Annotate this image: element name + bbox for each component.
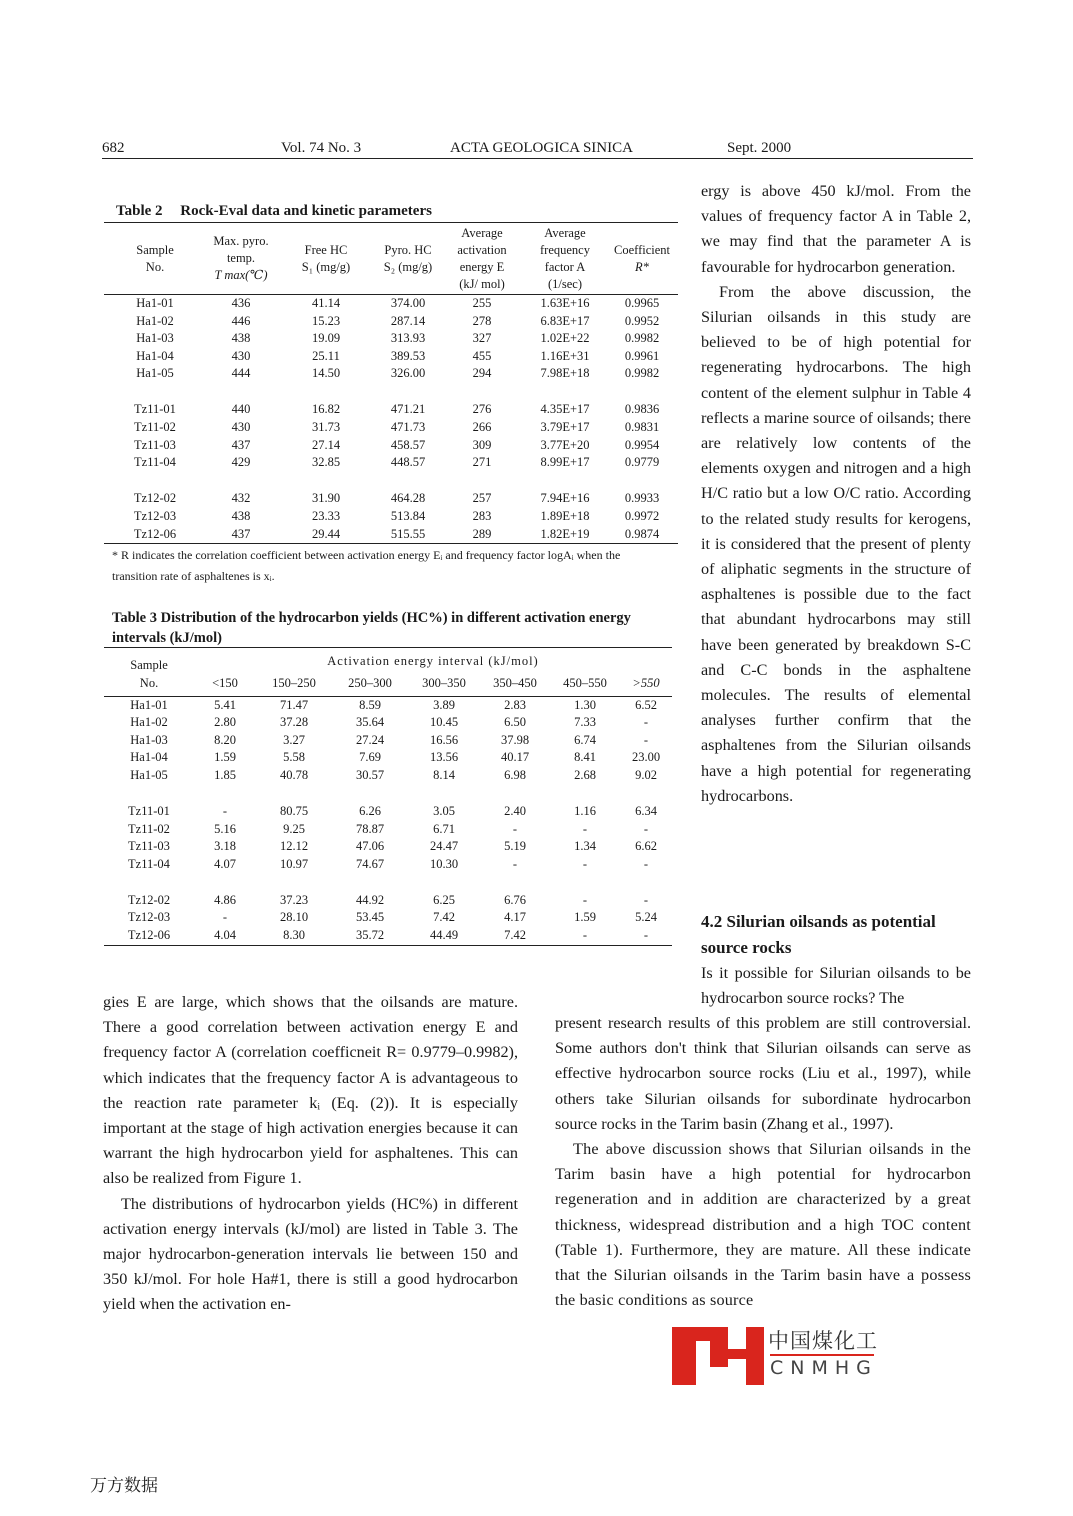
table-cell: 6.50 (504, 715, 526, 730)
running-header (102, 140, 973, 159)
table-cell: 9.25 (283, 821, 305, 836)
col-sample: Sample No. (136, 242, 174, 274)
table-row (104, 295, 678, 313)
col-group-interval: Activation energy interval (kJ/mol) (327, 654, 539, 668)
table-cell: 313.93 (390, 331, 426, 346)
table-cell: 47.06 (355, 839, 385, 854)
col-interval: 300–350 (422, 675, 466, 690)
table-cell: 278 (472, 313, 492, 328)
table-cell: 7.33 (574, 715, 596, 730)
table-cell: - (582, 892, 588, 907)
table-cell: Tz11-02 (128, 821, 170, 836)
table-cell: 8.41 (574, 750, 596, 765)
col-frequency: Average frequency factor A (1/sec) (540, 225, 590, 291)
table-cell: 455 (472, 348, 492, 363)
table-cell: 80.75 (279, 803, 309, 818)
table-cell: 5.58 (283, 750, 305, 765)
table3-header (104, 648, 672, 697)
table-cell: 436 (231, 296, 251, 310)
col-energy: Average activation energy E (kJ/ mol) (457, 225, 507, 291)
table-cell: 40.78 (279, 767, 309, 782)
table-cell: 471.73 (390, 420, 426, 435)
table-cell: 430 (231, 348, 251, 363)
table-row (104, 696, 672, 714)
group-spacer (104, 383, 678, 402)
table-cell: 4.04 (214, 928, 236, 943)
table-cell: 6.34 (635, 803, 657, 818)
table2-footnote (112, 545, 682, 587)
table-cell: Tz11-04 (134, 455, 176, 470)
table-cell: 6.76 (504, 892, 526, 907)
table-cell: 430 (231, 420, 251, 435)
table-cell: 13.56 (429, 750, 459, 765)
table-row (104, 927, 672, 945)
table-cell: Tz12-03 (133, 508, 177, 523)
table-cell: 10.30 (429, 856, 459, 871)
col-s1: Free HC S₁ (mg/g) (301, 242, 351, 274)
table2-caption (116, 203, 432, 220)
table-cell: Ha1-01 (136, 296, 174, 310)
logo-divider (770, 1354, 874, 1356)
table-cell: 8.59 (359, 697, 381, 712)
table2-rock-eval (104, 222, 678, 544)
group-spacer (104, 472, 678, 491)
footer-source: 万方数据 (90, 1476, 158, 1496)
table-cell: 294 (472, 366, 492, 381)
table-cell: 7.69 (359, 750, 381, 765)
table-cell: 44.92 (355, 892, 385, 907)
table-cell: 2.83 (504, 697, 526, 712)
table-cell: 28.10 (279, 910, 309, 925)
table-cell: Tz11-03 (128, 839, 170, 854)
section-heading: 4.2 Silurian oilsands as potential source rocks (701, 912, 936, 957)
table-row (104, 401, 678, 419)
table-cell: 9.02 (635, 767, 657, 782)
table-cell: 1.82E+19 (540, 526, 590, 541)
logo-chinese-text: 中国煤化工 (768, 1329, 878, 1353)
table-cell: - (643, 732, 649, 747)
page-number: 682 (102, 140, 125, 156)
table-cell: 16.82 (311, 402, 341, 417)
issue-date: Sept. 2000 (727, 140, 792, 156)
table-cell: Ha1-05 (136, 366, 174, 381)
table-cell: Tz12-02 (127, 892, 171, 907)
table-cell: 0.9965 (624, 296, 660, 310)
table-cell: 4.86 (214, 892, 236, 907)
lower-right-text (555, 1011, 971, 1313)
table-cell: 1.34 (574, 839, 596, 854)
table3-caption (112, 608, 631, 648)
table-cell: 0.9831 (624, 420, 660, 435)
table-row (104, 313, 678, 331)
table-cell: 8.99E+17 (540, 455, 590, 470)
table-cell: 6.74 (574, 732, 596, 747)
table-cell: 32.85 (311, 455, 341, 470)
table-cell: 3.77E+20 (540, 437, 590, 452)
table-cell: 6.25 (433, 892, 455, 907)
table-cell: 12.12 (279, 839, 309, 854)
table-cell: 4.07 (214, 856, 236, 871)
footnote-line: transition rate of asphaltenes is xᵢ. (112, 569, 275, 583)
table-cell: 8.14 (433, 767, 455, 782)
table-cell: 7.94E+16 (540, 491, 590, 506)
col-interval: <150 (212, 675, 238, 690)
logo-bar (746, 1327, 764, 1385)
table-cell: Ha1-05 (130, 767, 168, 782)
table-cell: 432 (231, 491, 251, 506)
table-cell: 0.9982 (624, 366, 660, 381)
table-cell: 14.50 (311, 366, 341, 381)
group-spacer (104, 784, 672, 803)
table-cell: - (643, 821, 649, 836)
table-cell: 1.89E+18 (540, 508, 590, 523)
table-cell: 444 (231, 366, 251, 381)
left-text-column (103, 990, 518, 1318)
table-cell: - (222, 910, 228, 925)
table-cell: 515.55 (390, 526, 426, 541)
right-text-column (701, 179, 971, 809)
col-s2: Pyro. HC S₂ (mg/g) (383, 242, 433, 274)
table-cell: 16.56 (429, 732, 459, 747)
table-cell: 6.26 (359, 803, 381, 818)
table-cell: 78.87 (355, 821, 385, 836)
table-cell: Ha1-04 (136, 348, 174, 363)
table-row (104, 454, 678, 472)
table-cell: 437 (231, 526, 251, 541)
table-cell: - (512, 856, 518, 871)
col-interval: 450–550 (563, 675, 607, 690)
table-cell: 7.42 (433, 910, 455, 925)
table-cell: 25.11 (312, 348, 340, 363)
table-cell: Ha1-01 (130, 697, 168, 712)
table-cell: 374.00 (390, 296, 426, 310)
table-cell: 3.89 (433, 697, 455, 712)
col-sample: Sample No. (130, 657, 168, 690)
table-row (104, 732, 672, 750)
table-cell: Tz12-06 (127, 928, 171, 943)
table-cell: 27.14 (311, 437, 341, 452)
table-row (104, 490, 678, 508)
table3-body (104, 696, 672, 945)
table-cell: 37.28 (279, 715, 309, 730)
table-cell: 513.84 (390, 508, 426, 523)
table-cell: 0.9961 (624, 348, 660, 363)
table2-title: Rock-Eval data and kinetic parameters (180, 203, 432, 219)
table-cell: 40.17 (500, 750, 530, 765)
table-row (104, 892, 672, 910)
table-cell: 10.97 (279, 856, 309, 871)
table-cell: 6.98 (504, 767, 526, 782)
table-cell: 41.14 (311, 296, 341, 310)
table-cell: 1.59 (574, 910, 596, 925)
table-cell: 31.73 (311, 420, 341, 435)
paragraph: gies E are large, which shows that the oilsands are mature. There a good correlation between activation energy E and frequency factor A (correlation coefficneit R= 0.9779–0.9982), which indicates that the frequency factor A is advantageous to the reaction rate parameter kᵢ (Eq. (2)). It is especially important at the stage of high activation energies because it can warrant the high hydrocarbon yield for asphaltenes. This can also be realized from Figure 1. (103, 993, 518, 1188)
table-cell: - (582, 856, 588, 871)
table-cell: 1.59 (214, 750, 236, 765)
table-cell: 7.98E+18 (540, 366, 590, 381)
col-interval: 150–250 (272, 675, 316, 690)
table-row (104, 767, 672, 785)
table-cell: 389.53 (390, 348, 426, 363)
table-cell: 4.35E+17 (540, 402, 590, 417)
table-cell: 255 (472, 296, 492, 310)
table-cell: 5.24 (635, 910, 657, 925)
table-cell: Tz11-01 (128, 803, 170, 818)
table-cell: 31.90 (311, 491, 341, 506)
logo-bar (710, 1327, 728, 1367)
table-cell: 23.00 (631, 750, 661, 765)
table-cell: 1.02E+22 (540, 331, 590, 346)
table-row (104, 749, 672, 767)
paragraph: The above discussion shows that Silurian oilsands in the Tarim basin have a high potential for hydrocarbon regeneration and in addition are characterized by a great thickness, widespread distribution and a high TOC content (Table 1). Furthermore, they are mature. All these indicate that the Silurian oilsands in the Tarim basin have a possess the basic conditions as source (555, 1140, 971, 1310)
table-cell: 6.83E+17 (540, 313, 590, 328)
col-interval: 350–450 (493, 675, 537, 690)
paragraph: From the above discussion, the Silurian oilsands in this study are believed to be of high potential for regenerating hydrocarbons. The high content of the element sulphur in Table 4 reflects a marine source of oilsands; there are relatively low contents of the elements oxygen and nitrogen and a high H/C ratio but a low O/C ratio. According to the related study results for kerogens, it is considered that the present of plenty of aliphatic segments in the structure of asphaltenes is possible due to the fact that abundant hydrocarbons may still have been generated by breakdown S-C and C-C bonds in the asphaltene molecules. The results of elemental analyses further confirm that the asphaltenes from the Silurian oilsands have a high potential for regenerating hydrocarbons. (701, 282, 971, 805)
table-cell: 1.16E+31 (540, 348, 590, 363)
table-cell: 2.80 (214, 715, 236, 730)
table-cell: 287.14 (390, 313, 426, 328)
cnmhg-logo (672, 1327, 882, 1387)
col-coefficient: Coefficient R* (614, 242, 670, 274)
table-cell: 35.64 (355, 715, 385, 730)
table-cell: 464.28 (390, 491, 426, 506)
table-cell: - (222, 803, 228, 818)
table-cell: 5.19 (504, 839, 526, 854)
table-cell: Tz12-03 (127, 910, 171, 925)
volume-issue: Vol. 74 No. 3 (281, 140, 362, 156)
table-cell: 1.63E+16 (540, 296, 590, 310)
table-cell: 35.72 (355, 928, 385, 943)
table-cell: 283 (472, 508, 492, 523)
table-cell: Ha1-03 (130, 732, 168, 747)
table-cell: 429 (231, 455, 251, 470)
table-cell: 437 (231, 437, 251, 452)
table-cell: Ha1-04 (130, 750, 168, 765)
table-cell: 3.27 (283, 732, 305, 747)
table3-caption-line: Table 3 Distribution of the hydrocarbon yields (HC%) in different activation energy (112, 610, 631, 626)
table-cell: 74.67 (355, 856, 385, 871)
table-cell: 1.85 (214, 767, 236, 782)
paragraph: ergy is above 450 kJ/mol. From the values of frequency factor A in Table 2, we may find that the parameter A is favourable for hydrocarbon generation. (701, 182, 971, 276)
table-cell: 10.45 (429, 715, 459, 730)
table-cell: Ha1-02 (136, 313, 174, 328)
table-cell: Tz11-03 (134, 437, 176, 452)
col-interval: 250–300 (348, 675, 392, 690)
col-tmax: Max. pyro. temp. T max(℃) (213, 234, 269, 282)
table-cell: - (643, 892, 649, 907)
table-cell: 15.23 (311, 313, 341, 328)
table-cell: 8.30 (283, 928, 305, 943)
table-cell: Tz11-01 (134, 402, 176, 417)
table3-caption-line: intervals (kJ/mol) (112, 630, 222, 646)
table-cell: 24.47 (429, 839, 459, 854)
table-cell: 446 (231, 313, 251, 328)
table-cell: Tz12-02 (133, 491, 177, 506)
table-cell: - (643, 715, 649, 730)
table-cell: 30.57 (355, 767, 385, 782)
table-row (104, 330, 678, 348)
table-cell: 29.44 (311, 526, 341, 541)
table-row (104, 348, 678, 366)
table-cell: 3.18 (214, 839, 236, 854)
table-cell: 0.9779 (624, 455, 660, 470)
table-row (104, 909, 672, 927)
table-row (104, 508, 678, 526)
table-cell: Tz11-04 (128, 856, 170, 871)
table-cell: 27.24 (355, 732, 385, 747)
paragraph-start: Is it possible for Silurian oilsands to be hydrocarbon source rocks? The (701, 964, 971, 1008)
table-row (104, 856, 672, 874)
table-cell: 8.20 (214, 732, 236, 747)
paragraph: present research results of this problem are still controversial. Some authors don't think that Silurian oilsands can serve as effective hydrocarbon source rocks (Liu et al., 1997), while others take Silurian oilsands for subordinate hydrocarbon source rocks in the Tarim basin (Zhang et al., 1997). (555, 1014, 971, 1133)
table-cell: 3.79E+17 (540, 420, 590, 435)
table-row (104, 821, 672, 839)
table-row (104, 838, 672, 856)
table-cell: 6.62 (635, 839, 657, 854)
table-cell: 326.00 (390, 366, 426, 381)
col-interval: >550 (632, 675, 660, 690)
table-cell: Tz12-06 (133, 526, 177, 541)
table-cell: - (582, 821, 588, 836)
table-cell: 0.9954 (624, 437, 660, 452)
table-cell: Ha1-02 (130, 715, 168, 730)
table-row (104, 365, 678, 383)
table-cell: 5.16 (214, 821, 236, 836)
table-cell: 6.52 (635, 697, 657, 712)
table-cell: 309 (472, 437, 492, 452)
table-row (104, 419, 678, 437)
table-cell: 2.68 (574, 767, 596, 782)
table3-hc-yields (104, 647, 672, 946)
table-row (104, 714, 672, 732)
logo-english-text: CNMHG (770, 1357, 878, 1379)
table-cell: Ha1-03 (136, 331, 174, 346)
table-cell: 37.23 (279, 892, 309, 907)
table-cell: 44.49 (429, 928, 459, 943)
table-cell: 5.41 (214, 697, 236, 712)
table-cell: 23.33 (311, 508, 341, 523)
table-row (104, 526, 678, 544)
table-cell: 0.9933 (624, 491, 660, 506)
table2-label: Table 2 (116, 203, 163, 219)
table-cell: 276 (472, 402, 492, 417)
table-cell: 2.40 (504, 803, 526, 818)
table-cell: 37.98 (500, 732, 530, 747)
table-cell: 266 (472, 420, 492, 435)
table-cell: - (582, 928, 588, 943)
table-cell: 4.17 (504, 910, 526, 925)
table-cell: - (643, 928, 649, 943)
table2-header (104, 223, 678, 295)
table-cell: 0.9836 (624, 402, 660, 417)
table-cell: 1.30 (574, 697, 596, 712)
table-cell: 289 (472, 526, 492, 541)
table-cell: 471.21 (390, 402, 426, 417)
table-cell: 257 (472, 491, 492, 506)
table-cell: 0.9952 (624, 313, 660, 328)
table2-body (104, 295, 678, 544)
journal-name: ACTA GEOLOGICA SINICA (450, 140, 633, 156)
footnote-line: * R indicates the correlation coefficient between activation energy Eᵢ and frequency factor logAᵢ when the (112, 548, 621, 562)
table-cell: 19.09 (311, 331, 341, 346)
table-cell: 71.47 (279, 697, 309, 712)
table-cell: 6.71 (433, 821, 455, 836)
table-cell: 53.45 (355, 910, 385, 925)
table-row (104, 803, 672, 821)
table-cell: 0.9982 (624, 331, 660, 346)
table-cell: 458.57 (390, 437, 426, 452)
table-cell: 7.42 (504, 928, 526, 943)
table-cell: 438 (231, 508, 251, 523)
table-cell: 1.16 (574, 803, 596, 818)
paragraph: The distributions of hydrocarbon yields (HC%) in different activation energy intervals (kJ/mol) are listed in Table 3. The major hydrocarbon-generation intervals lie between 150 and 350 kJ/mol. For hole Ha#1, there is still a good hydrocarbon yield when the activation en- (103, 1194, 518, 1314)
table-cell: 0.9972 (624, 508, 660, 523)
table-cell: Tz11-02 (134, 420, 176, 435)
table-cell: 448.57 (390, 455, 426, 470)
table-cell: 327 (472, 331, 492, 346)
table-cell: - (643, 856, 649, 871)
table-cell: - (512, 821, 518, 836)
table-cell: 438 (231, 331, 251, 346)
table-cell: 0.9874 (624, 526, 660, 541)
group-spacer (104, 873, 672, 892)
table-cell: 440 (231, 402, 251, 417)
table-row (104, 437, 678, 455)
table-cell: 271 (472, 455, 492, 470)
table-cell: 3.05 (433, 803, 455, 818)
